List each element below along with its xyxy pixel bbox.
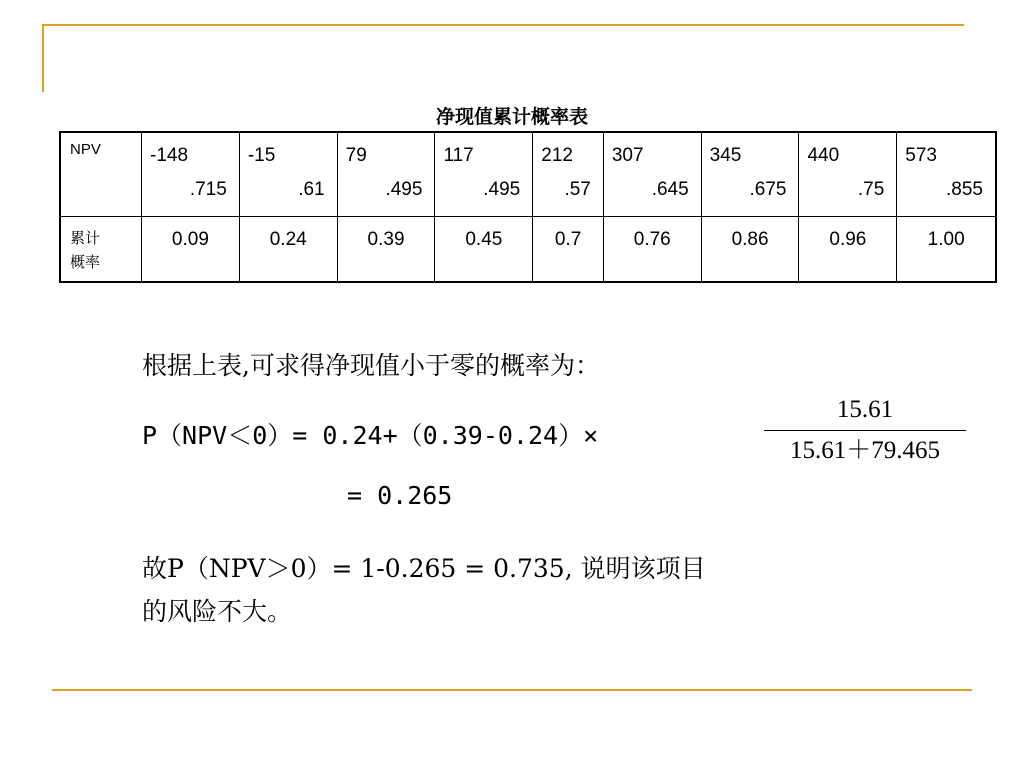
bottom-decorative-rule <box>52 689 972 691</box>
probability-row-header: 累计 概率 <box>60 217 142 282</box>
fraction-denominator: 15.61＋79.465 <box>789 437 940 464</box>
probability-cell: 0.76 <box>603 217 701 282</box>
probability-cell: 0.24 <box>239 217 337 282</box>
top-decorative-rule <box>42 24 964 26</box>
npv-cell: 345 .675 <box>701 132 799 217</box>
explanation-line: 根据上表,可求得净现值小于零的概率为： <box>142 351 600 380</box>
left-decorative-rule <box>42 24 44 92</box>
fraction-bar <box>764 430 966 431</box>
probability-row <box>60 217 996 282</box>
npv-row-header: NPV <box>60 132 142 217</box>
formula-result: = 0.265 <box>347 481 453 510</box>
fraction-numerator: 15.61 <box>836 396 894 423</box>
probability-cell: 0.86 <box>701 217 799 282</box>
npv-cumulative-probability-table <box>59 131 997 283</box>
npv-cell: -148 .715 <box>142 132 240 217</box>
npv-cell: -15 .61 <box>239 132 337 217</box>
conclusion-line-end: 的风险不大。 <box>142 597 293 626</box>
table-title: 净现值累计概率表 <box>435 106 588 128</box>
probability-cell: 0.96 <box>799 217 897 282</box>
npv-cell: 440 .75 <box>799 132 897 217</box>
npv-cell: 117 .495 <box>435 132 533 217</box>
npv-cell: 79 .495 <box>337 132 435 217</box>
npv-row <box>60 132 996 217</box>
npv-cell: 307 .645 <box>603 132 701 217</box>
conclusion-line: 故P（NPV＞0）= 1-0.265 = 0.735, 说明该项目 <box>142 554 706 583</box>
probability-cell: 0.45 <box>435 217 533 282</box>
npv-cell: 573 .855 <box>897 132 996 217</box>
npv-cell: 212 .57 <box>533 132 604 217</box>
probability-cell: 0.7 <box>533 217 604 282</box>
probability-formula: P（NPV＜0）= 0.24+（0.39-0.24）× <box>142 421 599 450</box>
probability-cell: 0.09 <box>142 217 240 282</box>
fraction <box>764 392 966 469</box>
probability-cell: 0.39 <box>337 217 435 282</box>
probability-cell: 1.00 <box>897 217 996 282</box>
